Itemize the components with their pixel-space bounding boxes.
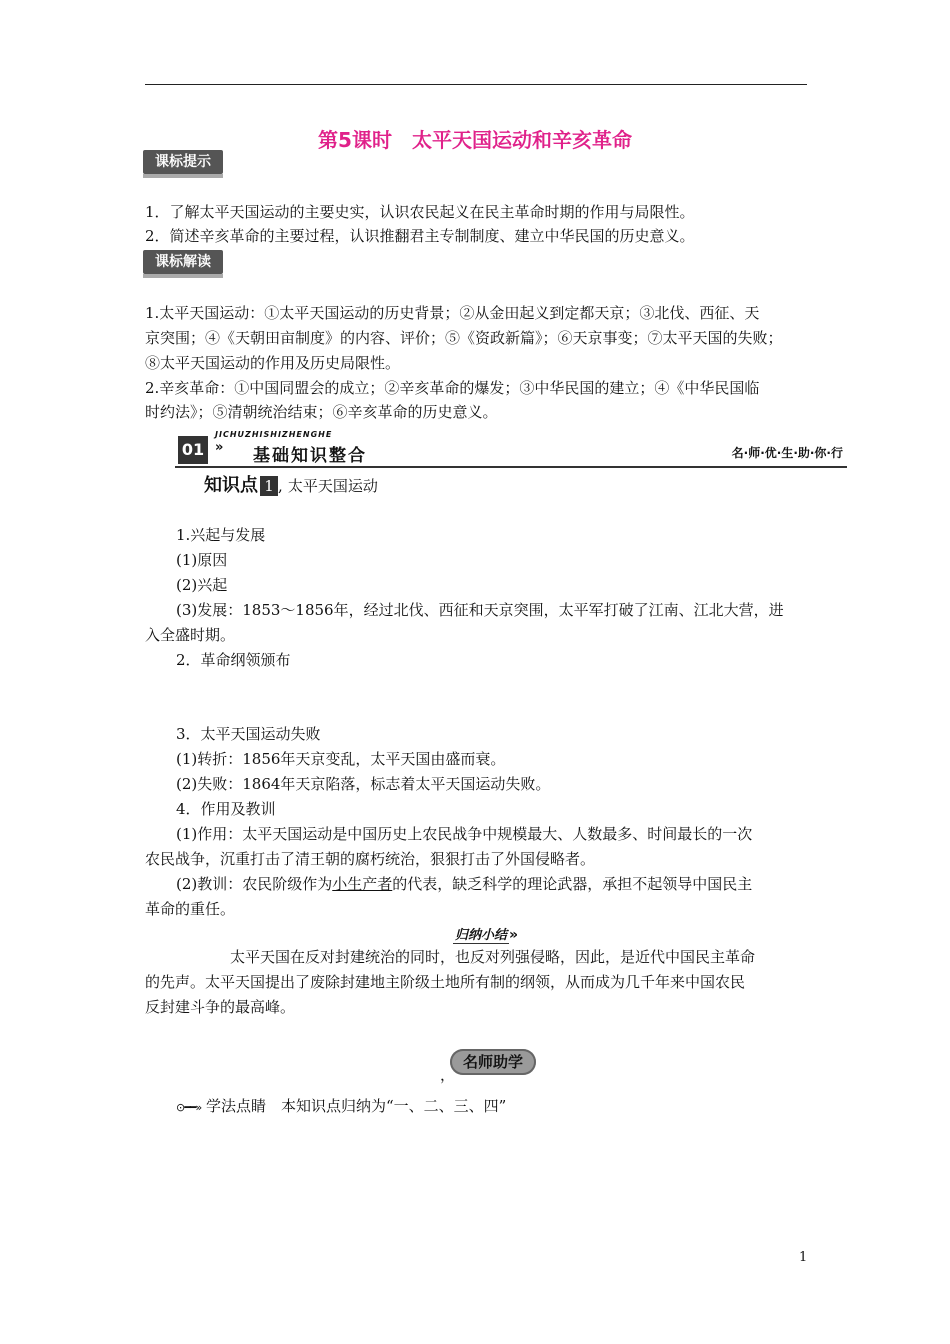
page-title: 第5课时 太平天国运动和辛亥革命 — [318, 128, 632, 152]
content-line-9: (2)失败：1864年天京陷落，标志着太平天国运动失败。 — [176, 775, 551, 793]
content-line-12: 农民战争，沉重打击了清王朝的腐朽统治，狠狠打击了外国侵略者。 — [145, 850, 596, 868]
content-line-10: 4．作用及教训 — [176, 800, 276, 818]
interpret-line-4: 2.辛亥革命：①中国同盟会的成立；②辛亥革命的爆发；③中华民国的建立；④《中华民国临 — [145, 379, 760, 397]
content-line-14: 革命的重任。 — [145, 900, 236, 918]
knowledge-point-label: 知识点 — [204, 475, 258, 496]
section-bar — [175, 432, 847, 468]
tag-interpret-label: 课标解读 — [143, 250, 223, 274]
content-line-13 — [176, 873, 752, 895]
content-line-8: (1)转折：1856年天京变乱，太平天国由盛而衰。 — [176, 750, 506, 768]
summary-heading — [453, 924, 518, 943]
content-line-2: (1)原因 — [176, 551, 228, 569]
page-number: 1 — [799, 1250, 808, 1265]
section-pinyin: JICHUZHISHIZHENGHE — [215, 430, 333, 439]
small-producer-term: 小生产者 — [332, 875, 393, 893]
teacher-tip: 学法点睛 本知识点归纳为“一、二、三、四” — [205, 1097, 507, 1115]
teacher-tip-line — [176, 1095, 506, 1119]
summary-arrow-icon: » — [509, 927, 519, 943]
content-line-13-c: 的代表，缺乏科学的理论武器，承担不起领导中国民主 — [392, 875, 753, 893]
content-line-4: (3)发展：1853～1856年，经过北伐、西征和天京突围，太平军打破了江南、江北大营，进 — [176, 601, 784, 619]
tag-prompt-label: 课标提示 — [143, 150, 223, 174]
summary-line-3: 反封建斗争的最高峰。 — [145, 998, 296, 1016]
section-title: 基础知识整合 — [253, 446, 367, 466]
interpret-line-1: 1.太平天国运动：①太平天国运动的历史背景；②从金田起义到定都天京；③北伐、西征、天 — [145, 304, 760, 322]
knowledge-point-number: 1 — [260, 476, 278, 496]
content-line-7: 3．太平天国运动失败 — [176, 725, 321, 743]
top-rule — [145, 84, 807, 85]
content-line-11: (1)作用：太平天国运动是中国历史上农民战争中规模最大、人数最多、时间最长的一次 — [176, 825, 753, 843]
tag-prompt-shadow — [143, 174, 223, 178]
section-arrow-icon: » — [215, 440, 224, 455]
interpret-line-3: ⑧太平天国运动的作用及历史局限性。 — [145, 354, 401, 372]
teacher-mark: ， — [440, 1066, 456, 1084]
summary-line-2: 的先声。太平天国提出了废除封建地主阶级土地所有制的纲领，从而成为几千年来中国农民 — [145, 973, 746, 991]
section-number: 01 — [178, 436, 208, 464]
summary-line-1: 太平天国在反对封建统治的同时，也反对列强侵略，因此，是近代中国民主革命 — [230, 948, 756, 966]
knowledge-point-heading — [204, 474, 378, 498]
tag-interpret — [143, 250, 223, 278]
prompt-line-1: 1．了解太平天国运动的主要史实，认识农民起义在民主革命时期的作用与局限性。 — [145, 203, 695, 221]
section-slogan: 名·师·优·生·助·你·行 — [731, 446, 843, 460]
interpret-line-5: 时约法》；⑤清朝统治结束；⑥辛亥革命的历史意义。 — [145, 403, 498, 421]
tag-prompt — [143, 150, 223, 178]
prompt-line-2: 2．简述辛亥革命的主要过程，认识推翻君主专制制度、建立中华民国的历史意义。 — [145, 227, 695, 245]
content-line-1: 1.兴起与发展 — [176, 526, 266, 544]
summary-label: 归纳小结 — [455, 928, 508, 943]
teacher-help-badge: 名师助学 — [450, 1049, 536, 1075]
interpret-line-2: 京突围；④《天朝田亩制度》的内容、评价；⑤《资政新篇》；⑥天京事变；⑦太平天国的失败； — [145, 329, 783, 347]
content-line-5: 入全盛时期。 — [145, 626, 236, 644]
knowledge-point-comma: , — [278, 477, 283, 495]
content-line-3: (2)兴起 — [176, 576, 228, 594]
knowledge-point-title: 太平天国运动 — [287, 477, 378, 495]
content-line-6: 2．革命纲领颁布 — [176, 651, 291, 669]
content-line-13-a: (2)教训：农民阶级作为 — [176, 875, 333, 893]
tag-interpret-shadow — [143, 274, 223, 278]
study-tip-arrow-icon: ⊙━━» — [176, 1101, 202, 1114]
